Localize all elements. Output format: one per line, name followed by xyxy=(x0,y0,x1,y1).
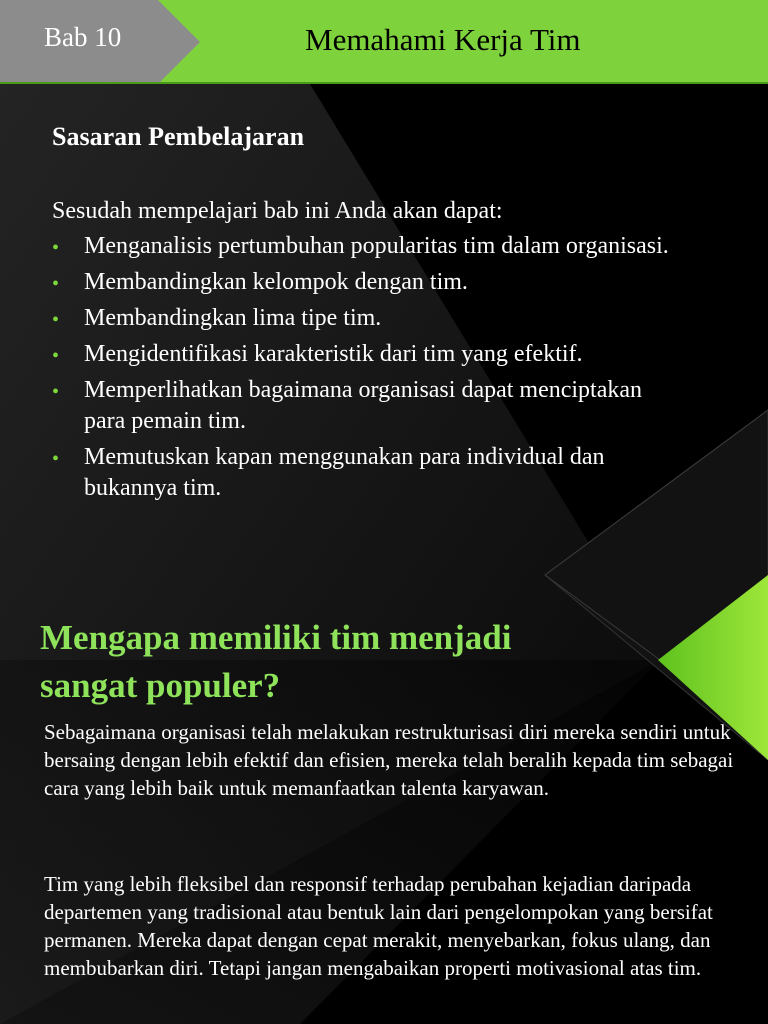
objectives-title: Sasaran Pembelajaran xyxy=(52,122,305,151)
bullet-icon: • xyxy=(52,381,60,403)
objectives-list xyxy=(52,231,732,509)
list-item: • Mengidentifikasi karakteristik dari tim yang efektif. xyxy=(52,339,732,370)
list-item: • Membandingkan lima tipe tim. xyxy=(52,303,732,334)
chapter-label: Bab 10 xyxy=(44,22,122,52)
bullet-icon: • xyxy=(52,448,60,470)
section-heading: Mengapa memiliki tim menjadi sangat populer? xyxy=(40,618,512,705)
list-item: • Menganalisis pertumbuhan popularitas tim dalam organisasi. xyxy=(52,231,732,262)
header-bar xyxy=(0,0,768,84)
bullet-icon: • xyxy=(52,309,60,331)
list-item: • Membandingkan kelompok dengan tim. xyxy=(52,267,732,298)
bullet-icon: • xyxy=(52,345,60,367)
paragraph-1: Sebagaimana organisasi telah melakukan restrukturisasi diri mereka sendiri untuk bersaing dengan lebih efektif dan efisien, mereka telah beralih kepada tim sebagai cara yang lebih baik untuk memanfaatkan talenta karyawan. xyxy=(44,720,734,800)
paragraph-2: Tim yang lebih fleksibel dan responsif terhadap perubahan kejadian daripada departemen yang tradisional atau bentuk lain dari pengelompokan yang bersifat permanen. Mereka dapat dengan cepat merakit, menyebarkan, fokus ulang, dan membubarkan diri. Tetapi jangan mengabaikan properti motivasional atas tim. xyxy=(44,872,713,980)
bullet-icon: • xyxy=(52,237,60,259)
list-item: • Memutuskan kapan menggunakan para individual dan bukannya tim. xyxy=(52,444,605,501)
list-item: • Memperlihatkan bagaimana organisasi dapat menciptakan para pemain tim. xyxy=(52,377,643,434)
page-title: Memahami Kerja Tim xyxy=(305,22,581,57)
objectives-intro: Sesudah mempelajari bab ini Anda akan dapat: xyxy=(52,198,503,224)
bullet-icon: • xyxy=(52,273,60,295)
